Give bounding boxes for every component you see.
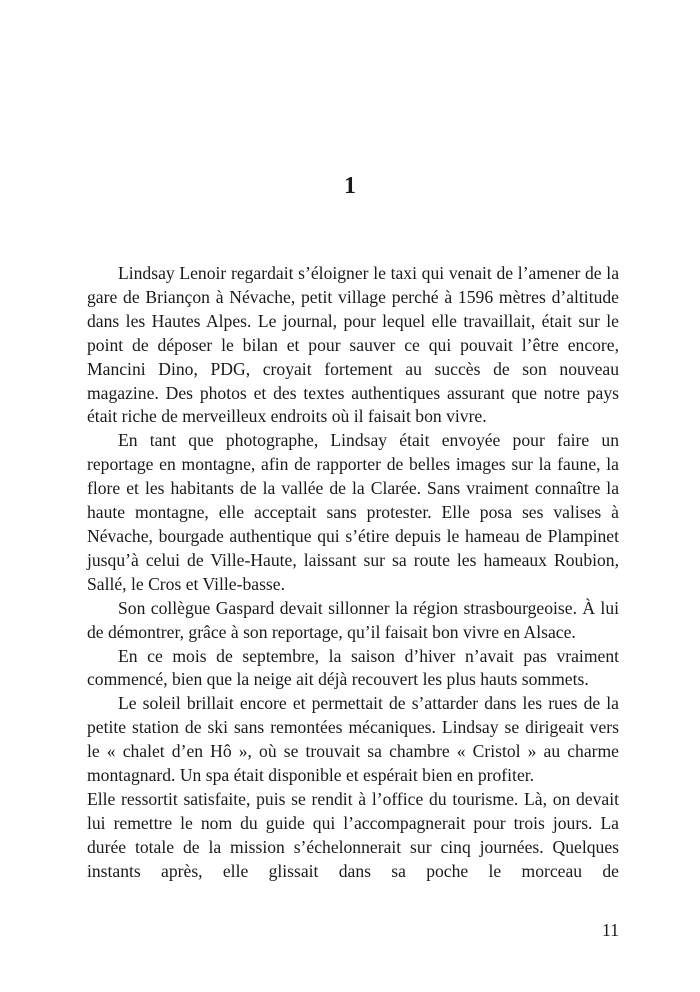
chapter-number: 1 [344, 173, 356, 199]
chapter-body [87, 262, 619, 884]
paragraph: Elle ressortit satisfaite, puis se rendit à l’office du tourisme. Là, on devait lui remettre le nom du guide qui l’accompagnerait pour trois jours. La durée totale de la mission s’échelonnerait sur cinq journées. Quelques instants après, elle glissait dans sa poche le morceau de [87, 788, 619, 881]
paragraph: Lindsay Lenoir regardait s’éloigner le taxi qui venait de l’amener de la gare de Briançon à Névache, petit village perché à 1596 mètres d’altitude dans les Hautes Alpes. Le journal, pour lequel elle travaillait, était sur le point de déposer le bilan et pour sauver ce qui pouvait l’être encore, Mancini Dino, PDG, croyait fortement au succès de son nouveau magazine. Des photos et des textes authentiques assurant que notre pays était riche de merveilleux endroits où il faisait bon vivre. [87, 263, 619, 427]
paragraph: En ce mois de septembre, la saison d’hiver n’avait pas vraiment commencé, bien que la neige ait déjà recouvert les plus hauts sommets. [87, 645, 619, 690]
paragraph: En tant que photographe, Lindsay était envoyée pour faire un reportage en montagne, afin de rapporter de belles images sur la faune, la flore et les habitants de la vallée de la Clarée. Sans vraiment connaître la haute montagne, elle acceptait sans protester. Elle posa ses valises à Névache, bourgade authentique qui s’étire depuis le hameau de Plampinet jusqu’à celui de Ville-Haute, laissant sur sa route les hameaux Roubion, Sallé, le Cros et Ville-basse. [87, 430, 619, 594]
paragraph: Le soleil brillait encore et permettait de s’attarder dans les rues de la petite station de ski sans remontées mécaniques. Lindsay se dirigeait vers le « chalet d’en Hô », où se trouvait sa chambre « Cristol » au charme montagnard. Un spa était disponible et espérait bien en profiter. [87, 693, 619, 786]
page-number: 11 [602, 920, 619, 940]
paragraph: Son collègue Gaspard devait sillonner la région strasbourgeoise. À lui de démontrer, grâce à son reportage, qu’il faisait bon vivre en Alsace. [87, 597, 619, 642]
